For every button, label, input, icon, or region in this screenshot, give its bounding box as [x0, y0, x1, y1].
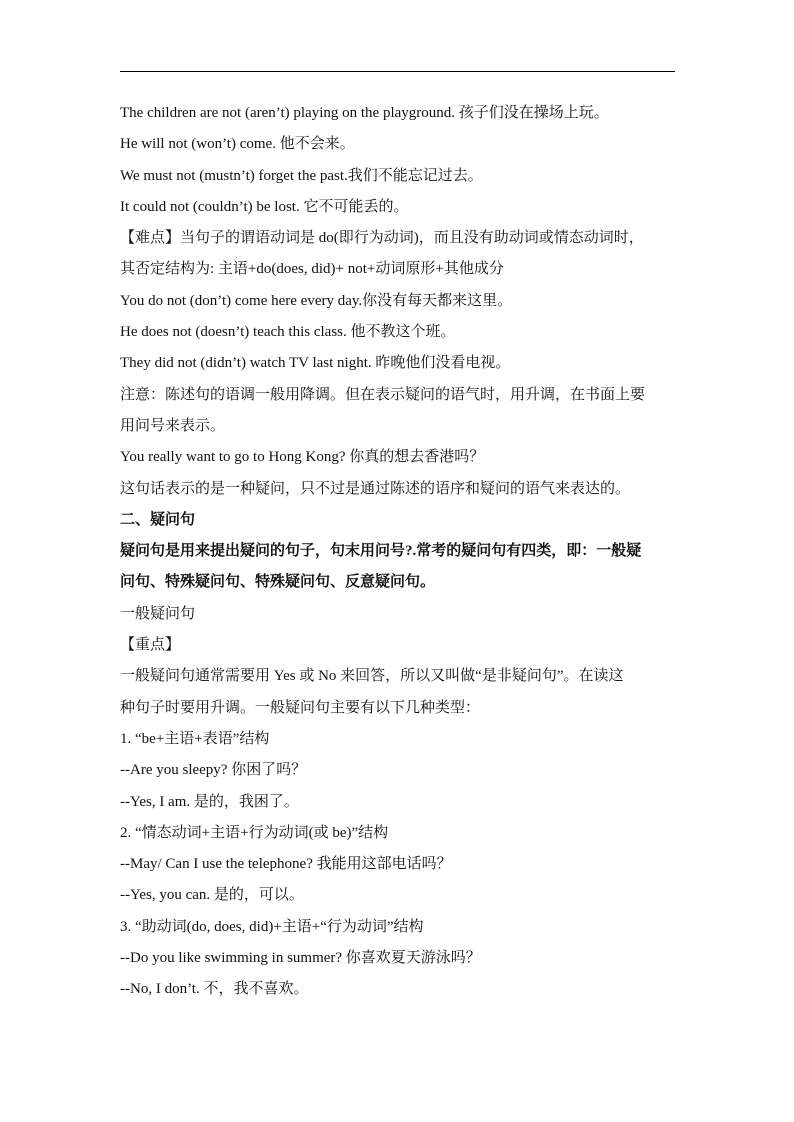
- text-line: --Are you sleepy? 你困了吗？: [120, 762, 307, 779]
- bold-text-line: 疑问句是用来提出疑问的句子，句末用问号?.常考的疑问句有四类，即：一般疑: [120, 543, 642, 560]
- text-line: You do not (don’t) come here every day.你没有每天都来这里。: [120, 292, 513, 309]
- text-line: 其否定结构为: 主语+do(does, did)+ not+动词原形+其他成分: [120, 261, 504, 278]
- text-line: --Yes, you can. 是的，可以。: [120, 887, 304, 904]
- text-line: --Do you like swimming in summer? 你喜欢夏天游泳吗？: [120, 950, 481, 967]
- text-line: 种句子时要用升调。一般疑问句主要有以下几种类型：: [120, 699, 481, 716]
- text-line: He does not (doesn’t) teach this class. 他不教这个班。: [120, 324, 456, 341]
- text-line: We must not (mustn’t) forget the past.我们不能忘记过去。: [120, 167, 483, 184]
- text-line: He will not (won’t) come. 他不会来。: [120, 136, 355, 153]
- bold-text-line: 二、疑问句: [120, 511, 196, 528]
- text-line: --May/ Can I use the telephone? 我能用这部电话吗？: [120, 856, 452, 873]
- text-line: 【重点】: [120, 637, 181, 654]
- text-line: 用问号来表示。: [120, 417, 226, 434]
- text-line: 注意：陈述句的语调一般用降调。但在表示疑问的语气时，用升调，在书面上要: [120, 386, 646, 403]
- text-line: 一般疑问句: [120, 605, 196, 622]
- text-line: It could not (couldn’t) be lost. 它不可能丢的。: [120, 198, 409, 215]
- text-line: 2. “情态动词+主语+行为动词(或 be)”结构: [120, 824, 389, 841]
- text-line: 3. “助动词(do, does, did)+主语+“行为动词”结构: [120, 918, 424, 935]
- header-rule: [120, 71, 675, 72]
- text-line: 这句话表示的是一种疑问，只不过是通过陈述的语序和疑问的语气来表达的。: [120, 480, 631, 497]
- text-line: 【难点】当句子的谓语动词是 do(即行为动词)，而且没有助动词或情态动词时，: [120, 230, 644, 247]
- text-line: You really want to go to Hong Kong? 你真的想去香港吗？: [120, 449, 485, 466]
- text-line: 一般疑问句通常需要用 Yes 或 No 来回答，所以又叫做“是非疑问句”。在读这: [120, 668, 624, 685]
- bold-text-line: 问句、特殊疑问句、特殊疑问句、反意疑问句。: [120, 574, 436, 591]
- document-body: [120, 98, 682, 1006]
- text-line: They did not (didn’t) watch TV last night. 昨晚他们没看电视。: [120, 355, 511, 372]
- text-line: --No, I don’t. 不，我不喜欢。: [120, 981, 309, 998]
- text-line: 1. “be+主语+表语”结构: [120, 730, 270, 747]
- text-line: The children are not (aren’t) playing on the playground. 孩子们没在操场上玩。: [120, 105, 609, 121]
- text-line: --Yes, I am. 是的，我困了。: [120, 793, 299, 810]
